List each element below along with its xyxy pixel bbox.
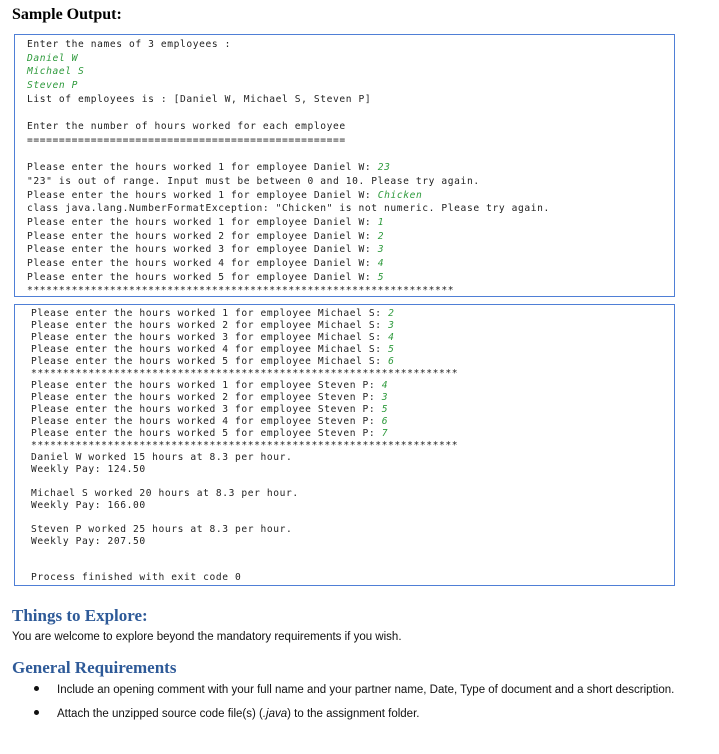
console-text: Please enter the hours worked 5 for employee Michael S: <box>31 356 389 367</box>
console-user-input: 23 <box>377 162 391 174</box>
console-line <box>27 134 674 148</box>
console-text: Weekly Pay: 207.50 <box>31 536 146 547</box>
bullet-icon <box>34 686 39 691</box>
console-user-input: 1 <box>377 216 385 228</box>
console-user-input: 5 <box>381 404 389 415</box>
console-line <box>31 452 674 464</box>
console-text: Please enter the hours worked 1 for employee Daniel W: <box>27 162 378 174</box>
console-user-input: Steven P <box>27 80 79 92</box>
console-line <box>27 148 674 162</box>
console-line <box>31 548 674 560</box>
console-line <box>31 416 674 428</box>
console-text: Please enter the hours worked 4 for employee Steven P: <box>31 416 382 427</box>
console-line <box>31 476 674 488</box>
console-output-part-1 <box>14 34 675 297</box>
console-text: Please enter the hours worked 2 for employee Steven P: <box>31 392 382 403</box>
requirement-text-2-post: ) to the assignment folder. <box>287 708 420 720</box>
console-line <box>31 392 674 404</box>
console-line <box>31 428 674 440</box>
console-text: Please enter the hours worked 1 for employee Michael S: <box>31 308 389 319</box>
console-user-input: 3 <box>377 244 385 256</box>
console-line <box>31 320 674 332</box>
console-line <box>27 189 674 203</box>
console-text: Steven P worked 25 hours at 8.3 per hour. <box>31 524 293 535</box>
console-line <box>27 257 674 271</box>
console-user-input: 4 <box>381 380 389 391</box>
console-line <box>27 284 674 298</box>
console-line <box>31 356 674 368</box>
sample-output-heading: Sample Output: <box>12 6 122 23</box>
console-line <box>27 79 674 93</box>
console-line <box>31 572 674 584</box>
bullet-icon <box>34 710 39 715</box>
console-text: Enter the names of 3 employees : <box>27 39 232 50</box>
console-user-input: Michael S <box>27 66 85 78</box>
console-text: Please enter the hours worked 3 for employee Daniel W: <box>27 244 378 256</box>
requirement-text-2-pre: Attach the unzipped source code file(s) ( <box>57 708 263 720</box>
console-user-input: 4 <box>388 332 395 343</box>
console-line <box>31 512 674 524</box>
console-user-input: 5 <box>377 271 385 283</box>
console-line <box>27 65 674 79</box>
explore-paragraph: You are welcome to explore beyond the mandatory requirements if you wish. <box>12 631 402 643</box>
console-line <box>31 440 674 452</box>
console-text: ******************************************************************* <box>31 368 459 379</box>
console-output-part-2 <box>14 304 675 586</box>
console-line <box>27 161 674 175</box>
console-text: Please enter the hours worked 4 for employee Michael S: <box>31 344 389 355</box>
console-line <box>27 216 674 230</box>
console-line <box>31 368 674 380</box>
requirement-text-2-ext: .java <box>262 708 288 720</box>
console-text: Please enter the hours worked 3 for employee Steven P: <box>31 404 382 415</box>
console-text: Daniel W worked 15 hours at 8.3 per hour. <box>31 452 293 463</box>
console-text: Please enter the hours worked 5 for employee Steven P: <box>31 428 382 439</box>
console-line <box>31 464 674 476</box>
console-user-input: 2 <box>377 230 385 242</box>
console-text: Enter the number of hours worked for each employee <box>27 121 346 133</box>
console-line <box>31 488 674 500</box>
console-line <box>31 344 674 356</box>
console-line <box>31 308 674 320</box>
console-line <box>27 271 674 285</box>
console-user-input: 3 <box>381 392 389 403</box>
console-line <box>27 230 674 244</box>
requirement-bullet-2 <box>34 708 419 720</box>
console-line <box>31 380 674 392</box>
console-text: Please enter the hours worked 1 for employee Steven P: <box>31 380 382 391</box>
console-line <box>27 202 674 216</box>
console-user-input: 2 <box>388 308 395 319</box>
general-requirements-heading: General Requirements <box>12 658 177 677</box>
console-user-input: Daniel W <box>27 52 79 64</box>
console-text: class java.lang.NumberFormatException: "Chicken" is not numeric. Please try again. <box>27 203 550 215</box>
console-line <box>27 106 674 120</box>
console-line <box>31 560 674 572</box>
console-text: "23" is out of range. Input must be between 0 and 10. Please try again. <box>27 175 480 187</box>
console-line <box>27 93 674 107</box>
console-text: Weekly Pay: 166.00 <box>31 500 146 511</box>
console-user-input: 4 <box>377 258 385 269</box>
things-to-explore-heading: Things to Explore: <box>12 606 148 625</box>
console-text: Weekly Pay: 124.50 <box>31 464 146 475</box>
console-line <box>31 524 674 536</box>
console-text: Please enter the hours worked 2 for employee Daniel W: <box>27 230 378 242</box>
console-text: ================================================== <box>27 134 346 146</box>
console-text: ******************************************************************* <box>31 440 459 451</box>
console-user-input: 7 <box>381 428 389 439</box>
console-text: ******************************************************************* <box>27 285 455 297</box>
console-line <box>27 175 674 189</box>
console-line <box>31 500 674 512</box>
console-text: Please enter the hours worked 5 for employee Daniel W: <box>27 271 378 283</box>
console-line <box>31 404 674 416</box>
console-user-input: Chicken <box>377 189 423 201</box>
console-user-input: 3 <box>388 320 395 331</box>
requirement-text-1: Include an opening comment with your full name and your partner name, Date, Type of document and a short description. <box>57 684 675 696</box>
console-text: Process finished with exit code 0 <box>31 572 242 583</box>
requirement-bullet-1 <box>34 684 674 696</box>
console-text: Please enter the hours worked 1 for employee Daniel W: <box>27 189 378 201</box>
console-text: Please enter the hours worked 1 for employee Daniel W: <box>27 216 378 228</box>
console-text: Please enter the hours worked 3 for employee Michael S: <box>31 332 389 343</box>
console-text: List of employees is : [Daniel W, Michael S, Steven P] <box>27 93 372 105</box>
console-line <box>27 243 674 257</box>
console-line <box>31 536 674 548</box>
console-text: Please enter the hours worked 4 for employee Daniel W: <box>27 258 378 269</box>
console-text: Please enter the hours worked 2 for employee Michael S: <box>31 320 389 331</box>
console-user-input: 6 <box>381 416 389 427</box>
console-line <box>27 120 674 134</box>
console-text: Michael S worked 20 hours at 8.3 per hour. <box>31 488 299 499</box>
console-line <box>27 52 674 66</box>
console-user-input: 6 <box>388 356 395 367</box>
console-line <box>27 38 674 52</box>
console-user-input: 5 <box>388 344 395 355</box>
console-line <box>31 332 674 344</box>
